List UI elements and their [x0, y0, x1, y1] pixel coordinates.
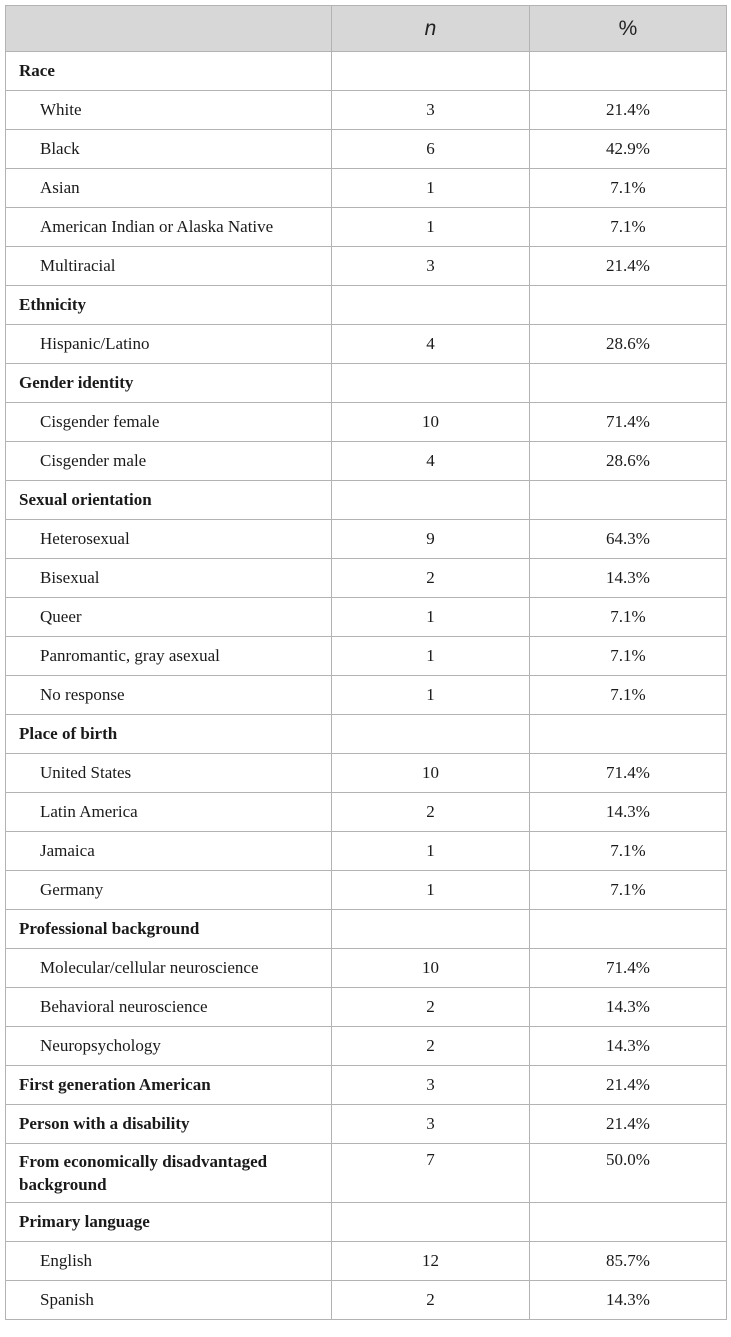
percent-cell: 7.1% [530, 832, 727, 871]
count-cell: 10 [332, 754, 530, 793]
table-body [6, 52, 727, 1320]
row-label: Panromantic, gray asexual [6, 637, 332, 676]
percent-cell [530, 1203, 727, 1242]
row-label: Multiracial [6, 247, 332, 286]
category-row [6, 1203, 727, 1242]
row-label: Cisgender male [6, 442, 332, 481]
percent-cell: 71.4% [530, 403, 727, 442]
table-row [6, 130, 727, 169]
table-row [6, 949, 727, 988]
table-row [6, 325, 727, 364]
category-row [6, 1066, 727, 1105]
count-cell [332, 286, 530, 325]
row-label: No response [6, 676, 332, 715]
count-cell: 2 [332, 793, 530, 832]
category-label: Person with a disability [6, 1105, 332, 1144]
table-row [6, 637, 727, 676]
header-row [6, 6, 727, 52]
percent-cell: 14.3% [530, 793, 727, 832]
table-row [6, 871, 727, 910]
row-label: Bisexual [6, 559, 332, 598]
percent-cell: 71.4% [530, 949, 727, 988]
table-row [6, 247, 727, 286]
row-label: Black [6, 130, 332, 169]
percent-cell: 21.4% [530, 247, 727, 286]
percent-cell [530, 364, 727, 403]
category-row [6, 286, 727, 325]
percent-cell: 28.6% [530, 442, 727, 481]
count-cell: 1 [332, 832, 530, 871]
row-label: Hispanic/Latino [6, 325, 332, 364]
percent-cell: 7.1% [530, 208, 727, 247]
count-cell: 9 [332, 520, 530, 559]
count-cell: 3 [332, 1066, 530, 1105]
percent-cell: 21.4% [530, 1066, 727, 1105]
row-label: Queer [6, 598, 332, 637]
count-cell: 12 [332, 1242, 530, 1281]
count-cell: 4 [332, 442, 530, 481]
table-row [6, 793, 727, 832]
table-row [6, 1242, 727, 1281]
category-row [6, 1144, 727, 1203]
count-cell [332, 481, 530, 520]
count-cell: 3 [332, 91, 530, 130]
table-row [6, 1281, 727, 1320]
table-row [6, 754, 727, 793]
header-percent-column: % [530, 6, 727, 52]
row-label: Latin America [6, 793, 332, 832]
percent-cell: 28.6% [530, 325, 727, 364]
table-row [6, 832, 727, 871]
count-cell [332, 364, 530, 403]
category-label: From economically disadvantaged background [6, 1144, 332, 1203]
percent-cell: 7.1% [530, 871, 727, 910]
table-row [6, 988, 727, 1027]
count-cell: 1 [332, 637, 530, 676]
table-row [6, 442, 727, 481]
count-cell: 3 [332, 247, 530, 286]
count-cell [332, 1203, 530, 1242]
category-row [6, 52, 727, 91]
row-label: Jamaica [6, 832, 332, 871]
row-label: Spanish [6, 1281, 332, 1320]
row-label: United States [6, 754, 332, 793]
percent-cell [530, 715, 727, 754]
percent-cell: 7.1% [530, 598, 727, 637]
percent-cell: 14.3% [530, 988, 727, 1027]
percent-cell: 7.1% [530, 676, 727, 715]
row-label: American Indian or Alaska Native [6, 208, 332, 247]
row-label: Behavioral neuroscience [6, 988, 332, 1027]
percent-cell: 14.3% [530, 1281, 727, 1320]
table-row [6, 559, 727, 598]
count-cell: 3 [332, 1105, 530, 1144]
percent-cell: 64.3% [530, 520, 727, 559]
category-label: Gender identity [6, 364, 332, 403]
header-n-column: n [332, 6, 530, 52]
percent-cell: 85.7% [530, 1242, 727, 1281]
count-cell: 1 [332, 676, 530, 715]
count-cell: 4 [332, 325, 530, 364]
count-cell [332, 910, 530, 949]
table-row [6, 91, 727, 130]
category-row [6, 1105, 727, 1144]
count-cell: 2 [332, 1027, 530, 1066]
header-label-column [6, 6, 332, 52]
table-row [6, 598, 727, 637]
row-label: Molecular/cellular neuroscience [6, 949, 332, 988]
category-row [6, 715, 727, 754]
count-cell: 2 [332, 559, 530, 598]
percent-cell [530, 286, 727, 325]
percent-cell: 50.0% [530, 1144, 727, 1203]
count-cell: 6 [332, 130, 530, 169]
table-row [6, 520, 727, 559]
count-cell: 2 [332, 988, 530, 1027]
count-cell: 1 [332, 208, 530, 247]
category-label: Primary language [6, 1203, 332, 1242]
count-cell: 2 [332, 1281, 530, 1320]
row-label: English [6, 1242, 332, 1281]
count-cell [332, 715, 530, 754]
category-label: First generation American [6, 1066, 332, 1105]
percent-cell: 7.1% [530, 169, 727, 208]
table-row [6, 208, 727, 247]
percent-cell: 14.3% [530, 559, 727, 598]
percent-cell [530, 52, 727, 91]
table-row [6, 169, 727, 208]
demographics-table [5, 5, 727, 1320]
category-label: Ethnicity [6, 286, 332, 325]
table-row [6, 1027, 727, 1066]
count-cell: 1 [332, 169, 530, 208]
category-row [6, 910, 727, 949]
table-header [6, 6, 727, 52]
category-label: Race [6, 52, 332, 91]
category-row [6, 364, 727, 403]
percent-cell: 21.4% [530, 91, 727, 130]
percent-cell [530, 910, 727, 949]
row-label: White [6, 91, 332, 130]
category-label: Place of birth [6, 715, 332, 754]
row-label: Heterosexual [6, 520, 332, 559]
count-cell: 1 [332, 598, 530, 637]
count-cell [332, 52, 530, 91]
percent-cell: 21.4% [530, 1105, 727, 1144]
row-label: Germany [6, 871, 332, 910]
percent-cell [530, 481, 727, 520]
category-row [6, 481, 727, 520]
row-label: Asian [6, 169, 332, 208]
category-label: Professional background [6, 910, 332, 949]
percent-cell: 42.9% [530, 130, 727, 169]
percent-cell: 71.4% [530, 754, 727, 793]
count-cell: 10 [332, 403, 530, 442]
category-label: Sexual orientation [6, 481, 332, 520]
count-cell: 7 [332, 1144, 530, 1203]
row-label: Cisgender female [6, 403, 332, 442]
table-row [6, 403, 727, 442]
count-cell: 1 [332, 871, 530, 910]
table-row [6, 676, 727, 715]
percent-cell: 14.3% [530, 1027, 727, 1066]
percent-cell: 7.1% [530, 637, 727, 676]
row-label: Neuropsychology [6, 1027, 332, 1066]
count-cell: 10 [332, 949, 530, 988]
